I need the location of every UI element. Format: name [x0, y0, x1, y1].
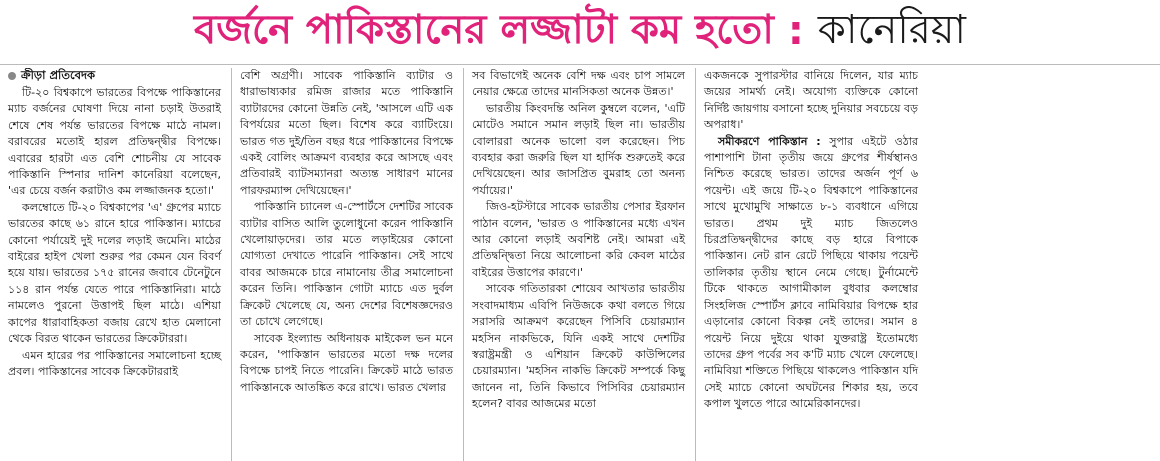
column-4	[696, 68, 928, 461]
column-1	[0, 68, 232, 461]
bullet-icon	[8, 72, 16, 80]
headline-speaker: কানেরিয়া	[817, 6, 966, 53]
article-body	[0, 68, 1160, 461]
paragraph: বেশি অগ্রণী। সাবেক পাকিস্তানি ব্যাটার ও ধারাভাষ্যকার রমিজ রাজার মতে পাকিস্তানি ব্যাটারদের কোনো উন্নতি নেই, 'আসলে এটি এক বিপর্যয়ের মতো ছিল। বিশেষ করে ব্যাটিংয়ে। ভারত গত দুই/তিন বছর ধরে পাকিস্তানের বিপক্ষে একই বোলিং আক্রমণ ব্যবহার করে আসছে এবং প্রতিবারই ব্যাটসম্যানরা অত্যন্ত সাধারণ মানের পারফরম্যান্স দেখিয়েছেন।'	[240, 69, 453, 197]
headline-main: বর্জনে পাকিস্তানের লজ্জাটা কম হতো	[193, 6, 774, 53]
paragraph: সব বিভাগেই অনেক বেশি দক্ষ এবং চাপ সামলে নেয়ার ক্ষেত্রে তাদের মানসিকতা অনেক উন্নত।'	[472, 69, 685, 99]
column-2	[232, 68, 464, 461]
paragraph: পাকিস্তানি চ্যানেল এ-স্পোর্টসে দেশটির সাবেক ব্যাটার বাসিত আলি তুলোধুনো করেন পাকিস্তানি খেলোয়াড়দের। তার মতে লড়াইয়ের কোনো যোগ্যতা দেখাতে পারেনি পাকিস্তান। সেই সাথে বাবর আজমকে চারে নামানোয় তীব্র সমালোচনা করেন তিনি। পাকিস্তান গোটা ম্যাচে এত দুর্বল ক্রিকেট খেলেছে যে, অন্য দেশের বিশেষজ্ঞদেরও তা চোখে লেগেছে।	[240, 200, 453, 329]
paragraph: সাবেক ইংল্যান্ড অধিনায়ক মাইকেল ভন মনে করেন, 'পাকিস্তান ভারতের মতো দক্ষ দলের বিপক্ষে চাপই নিতে পারেনি। ক্রিকেট মাঠে ভারত পাকিস্তানকে আতঙ্কিত করে রাখে। ভারত খেলার	[240, 331, 453, 394]
paragraph: এমন হারের পর পাকিস্তানের সমালোচনা হচ্ছে প্রবল। পাকিস্তানের সাবেক ক্রিকেটাররাই	[8, 348, 221, 378]
paragraph: সাবেক গতিতারকা শোয়েব আখতার ভারতীয় সংবাদমাধ্যম এবিপি নিউজকে কথা বলতে গিয়ে সরাসরি আক্রমণ করেছেন পিসিবি চেয়ারম্যান মহসিন নাকভিকে, যিনি একই সাথে দেশটির স্বরাষ্ট্রমন্ত্রী ও এশিয়ান ক্রিকেট কাউন্সিলের চেয়ারম্যান। 'মহসিন নাকভি ক্রিকেট সম্পর্কে কিছু জানেন না, তিনি কিভাবে পিসিবির চেয়ারম্যান হলেন? বাবর আজমের মতো	[472, 282, 685, 411]
headline	[0, 0, 1160, 62]
byline	[8, 68, 221, 84]
byline-text: ক্রীড়া প্রতিবেদক	[21, 68, 96, 82]
subhead-text: সুপার এইটে ওঠার পাশাপাশি টানা তৃতীয় জয়ে গ্রুপের শীর্ষস্থানও নিশ্চিত করেছে ভারত। তাদের অর্জন পূর্ণ ৬ পয়েন্ট। এই জয়ে টি-২০ বিশ্বকাপে পাকিস্তানের সাথে মুখোমুখি সাক্ষাতে ৮-১ ব্যবধানে এগিয়ে ভারত। প্রথম দুই ম্যাচ জিতলেও চিরপ্রতিদ্বন্দ্বীদের কাছে বড় হারে বিপাকে পাকিস্তান। নেট রান রেটে পিছিয়ে থাকায় পয়েন্ট তালিকার তৃতীয় স্থানে নেমে গেছে। টুর্নামেন্টে টিকে থাকতে আগামীকাল বুধবার কলম্বোর সিংহলিজ স্পোর্টস ক্লাবে নামিবিয়ার বিপক্ষে হার এড়ানোর কোনো বিকল্প নেই তাদের। সমান ৪ পয়েন্ট নিয়ে দুইয়ে থাকা যুক্তরাষ্ট্র ইতোমধ্যে তাদের গ্রুপ পর্বের সব ক'টি ম্যাচ খেলে ফেলেছে। নামিবিয়া শক্তিতে পিছিয়ে থাকলেও পাকিস্তান যদি সেই ম্যাচে কোনো অঘটনের শিকার হয়, তবে কপাল খুলতে পারে আমেরিকানদের।	[704, 134, 918, 411]
paragraph: কলম্বোতে টি-২০ বিশ্বকাপের 'এ' গ্রুপের ম্যাচে ভারতের কাছে ৬১ রানে হারে পাকিস্তান। ম্যাচের কোনো পর্যায়েই দুই দলের লড়াই জমেনি। মাঠের বাইরের হাইপ খেলা শুরুর পর কেমন যেন বিবর্ণ হয়ে যায়। ভারতের ১৭৫ রানের জবাবে টেনেটুনে ১১৪ রান পর্যন্ত যেতে পারে পাকিস্তানিরা। মাঠে নামলেও পুরনো উত্তাপই ছিল মাঠে। এশিয়া কাপের ধারাবাহিকতা বজায় রেখে হাত মেলানো থেকে বিরত থাকেন ভারতের ক্রিকেটাররা।	[8, 200, 221, 346]
subhead-paragraph	[704, 134, 918, 413]
paragraph: জিও-হটস্টারে সাবেক ভারতীয় পেসার ইরফান পাঠান বলেন, 'ভারত ও পাকিস্তানের মধ্যে এখন আর কোনো লড়াই অবশিষ্ট নেই। আমরা এই প্রতিদ্বন্দ্বিতা নিয়ে আলোচনা করি কেবল মাঠের বাইরের উত্তাপের কারণে।'	[472, 200, 685, 279]
paragraph: একজনকে সুপারস্টার বানিয়ে দিলেন, যার ম্যাচ জয়ের সামর্থ্য নেই। অযোগ্য ব্যক্তিকে কোনো নির্দিষ্ট জায়গায় বসানো হচ্ছে দুনিয়ার সবচেয়ে বড় অপরাধ।'	[704, 69, 918, 132]
subhead: সমীকরণে পাকিস্তান :	[718, 134, 821, 148]
column-3	[464, 68, 696, 461]
headline-divider	[0, 64, 1160, 65]
paragraph: টি-২০ বিশ্বকাপে ভারতের বিপক্ষে পাকিস্তানের ম্যাচ বর্জনের ঘোষণা দিয়ে নানা চড়াই উতরাই শেষে শেষ পর্যন্ত ভারতের বিপক্ষে মাঠে নামল। বরাবরের মতোই হারল প্রতিদ্বন্দ্বীর বিপক্ষে। এবারের হারটা এত বেশি শোচনীয় যে সাবেক পাকিস্তানি স্পিনার দানিশ কানেরিয়া বলেছেন, 'এর চেয়ে বর্জন করাটাও কম লজ্জাজনক হতো।'	[8, 86, 221, 198]
headline-colon: :	[787, 8, 804, 54]
paragraph: ভারতীয় কিংবদন্তি অনিল কুম্বলে বলেন, 'এটি মোটেও সমানে সমান লড়াই ছিল না। ভারতীয় বোলাররা অনেক ভালো বল করেছেন। পিচ ব্যবহার করা জরুরি ছিল যা হার্দিক শুরুতেই করে দেখিয়েছেন। আর জাসপ্রিত বুমরাহ তো অনন্য পর্যায়ের।'	[472, 101, 685, 197]
